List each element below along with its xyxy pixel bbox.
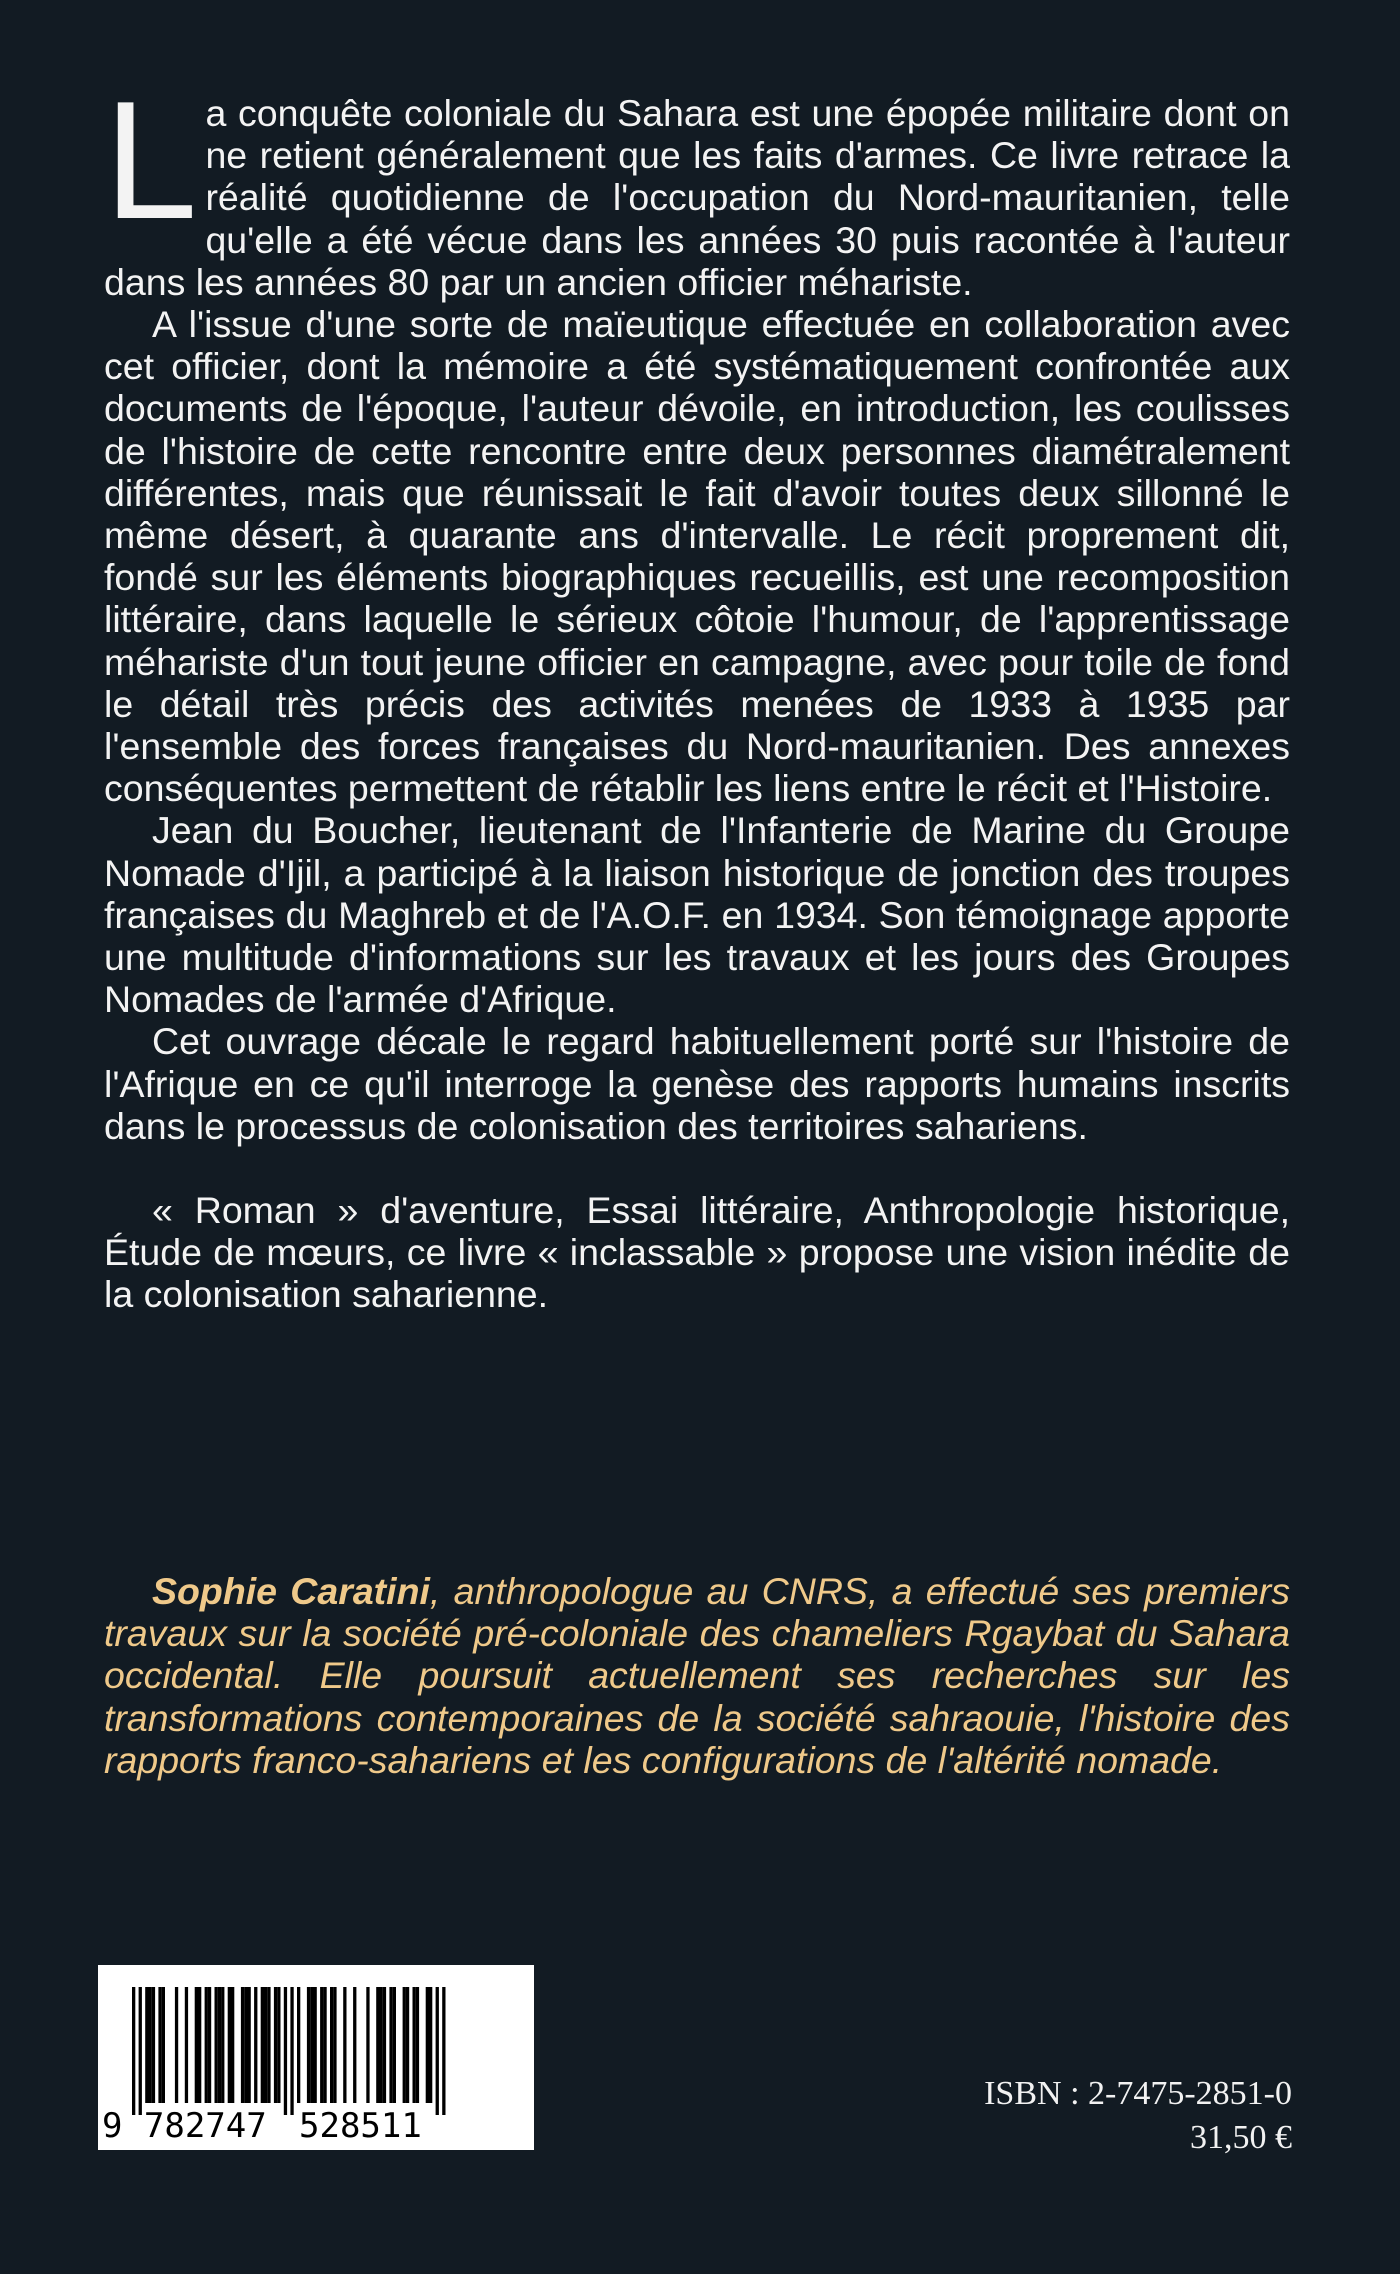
barcode-bar: [366, 1987, 369, 2103]
barcode-digits: [102, 2106, 422, 2146]
barcode-bar: [195, 1987, 198, 2103]
author-bio-text: , anthropologue au CNRS, a effectué ses premiers travaux sur la société pré-coloniale des chameliers Rgaybat du Sahara occidental. Elle poursuit actuellement ses recherches sur les transformations contemporaines de la société sahraouie, l'histoire des rapports franco-sahariens et les configurations de l'altérité nomade.: [104, 1570, 1290, 1781]
barcode-bar: [132, 1987, 135, 2115]
barcode-bar: [307, 1987, 310, 2103]
barcode-bar: [284, 1987, 287, 2115]
barcode-bar: [380, 1987, 383, 2103]
barcode-bar: [139, 1987, 142, 2115]
description-paragraph-1-text: a conquête coloniale du Sahara est une épopée militaire dont on ne retient généralement que les faits d'armes. Ce livre retrace la réalité quotidienne de l'occupation du Nord-mauritanien, telle qu'elle a été vécue dans les années 30 puis racontée à l'auteur dans les années 80 par un ancien officier méhariste.: [104, 92, 1290, 303]
barcode-bar: [406, 1987, 409, 2103]
barcode-bar: [158, 1987, 161, 2103]
drop-cap-letter: L: [104, 66, 198, 254]
barcode-bar: [314, 1987, 317, 2103]
description-paragraph-1: [104, 66, 1290, 303]
barcode: [98, 1965, 534, 2150]
barcode-graphic: [98, 1965, 534, 2150]
barcode-bar: [152, 1987, 155, 2103]
barcode-bar: [383, 1987, 386, 2103]
barcode-bar: [310, 1987, 313, 2103]
barcode-bar: [254, 1987, 257, 2103]
barcode-bar: [185, 1987, 188, 2103]
barcode-bar: [248, 1987, 251, 2103]
barcode-bar: [215, 1987, 218, 2103]
barcode-bar: [290, 1987, 293, 2115]
barcode-bar: [413, 1987, 416, 2103]
barcode-bar: [208, 1987, 211, 2103]
barcode-bar: [277, 1987, 280, 2103]
barcode-bar: [297, 1987, 300, 2103]
barcode-digit-group: 782747: [143, 2106, 267, 2146]
barcode-bar: [330, 1987, 333, 2103]
barcode-bar: [261, 1987, 264, 2103]
barcode-bar: [376, 1987, 379, 2103]
barcode-bar: [353, 1987, 356, 2103]
barcode-bar: [436, 1987, 439, 2115]
barcode-bar: [320, 1987, 323, 2103]
barcode-bar: [389, 1987, 392, 2103]
barcode-bar: [343, 1987, 346, 2103]
barcode-bar: [205, 1987, 208, 2103]
barcode-bar: [162, 1987, 165, 2103]
barcode-bar: [145, 1987, 148, 2103]
barcode-bar: [393, 1987, 396, 2103]
barcode-bar: [228, 1987, 231, 2103]
description-paragraph-4: Cet ouvrage décale le regard habituellement porté sur l'histoire de l'Afrique en ce qu'il interroge la genèse des rapports humains inscrits dans le processus de colonisation des territoires sahariens.: [104, 1020, 1290, 1147]
barcode-bar: [274, 1987, 277, 2103]
barcode-bar: [231, 1987, 234, 2103]
barcode-bar: [267, 1987, 270, 2103]
barcode-bar: [416, 1987, 419, 2103]
barcode-bar: [198, 1987, 201, 2103]
price: 31,50 €: [1190, 2119, 1292, 2156]
author-bio: [104, 1570, 1290, 1781]
description-paragraph-2: A l'issue d'une sorte de maïeutique effectuée en collaboration avec cet officier, dont la mémoire a été systématiquement confrontée aux documents de l'époque, l'auteur dévoile, en introduction, les coulisses de l'histoire de cette rencontre entre deux personnes diamétralement différentes, mais que réunissait le fait d'avoir toutes deux sillonné le même désert, à quarante ans d'intervalle. Le récit proprement dit, fondé sur les éléments biographiques recueillis, est une recomposition littéraire, dans laquelle le sérieux côtoie l'humour, de l'apprentissage méhariste d'un tout jeune officier en campagne, avec pour toile de fond le détail très précis des activités menées de 1933 à 1935 par l'ensemble des forces françaises du Nord-mauritanien. Des annexes conséquentes permettent de rétablir les liens entre le récit et l'Histoire.: [104, 303, 1290, 810]
barcode-bar: [333, 1987, 336, 2103]
barcode-bar: [221, 1987, 224, 2103]
barcode-digit-group: 528511: [299, 2106, 422, 2146]
barcode-bar: [218, 1987, 221, 2103]
barcode-bar: [264, 1987, 267, 2103]
barcode-bar: [244, 1987, 247, 2103]
barcode-bar: [426, 1987, 429, 2103]
author-name: Sophie Caratini: [152, 1570, 430, 1612]
barcode-digit-group: 9: [102, 2106, 123, 2146]
isbn-number: ISBN : 2-7475-2851-0: [984, 2075, 1292, 2112]
book-description: [104, 66, 1290, 1316]
barcode-bar: [323, 1987, 326, 2103]
barcode-bar: [403, 1987, 406, 2103]
barcode-bar: [241, 1987, 244, 2103]
barcode-bar: [429, 1987, 432, 2103]
description-paragraph-3: Jean du Boucher, lieutenant de l'Infanterie de Marine du Groupe Nomade d'Ijil, a participé à la liaison historique de jonction des troupes françaises du Maghreb et de l'A.O.F. en 1934. Son témoignage apporte une multitude d'informations sur les travaux et les jours des Groupes Nomades de l'armée d'Afrique.: [104, 809, 1290, 1021]
barcode-bar: [175, 1987, 178, 2103]
description-paragraph-5: « Roman » d'aventure, Essai littéraire, Anthropologie historique, Étude de mœurs, ce livre « inclassable » propose une vision inédite de la colonisation saharienne.: [104, 1189, 1290, 1316]
barcode-bar: [442, 1987, 445, 2115]
barcode-bar: [149, 1987, 152, 2103]
paragraph-gap: [104, 1147, 1290, 1189]
